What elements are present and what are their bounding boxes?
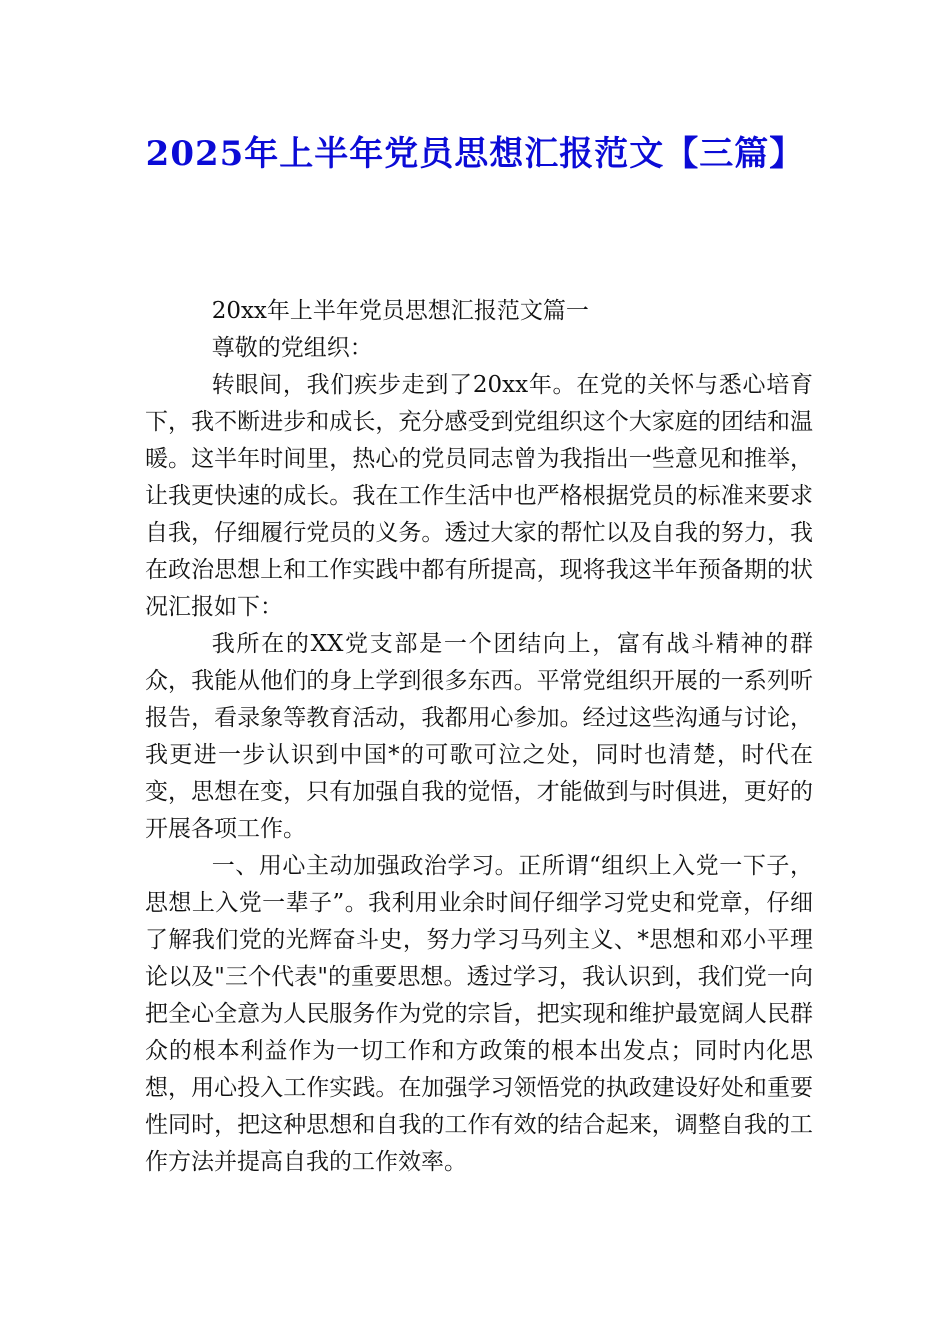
- document-body: [145, 293, 813, 1181]
- body-paragraph: 我所在的XX党支部是一个团结向上，富有战斗精神的群众，我能从他们的身上学到很多东西。平常党组织开展的一系列听报告，看录象等教育活动，我都用心参加。经过这些沟通与讨论，我更进一步认识到中国*的可歌可泣之处，同时也清楚，时代在变，思想在变，只有加强自我的觉悟，才能做到与时俱进，更好的开展各项工作。: [145, 631, 813, 842]
- section-heading: 20xx年上半年党员思想汇报范文篇一: [211, 298, 589, 324]
- document-title: 2025年上半年党员思想汇报范文【三篇】: [145, 134, 805, 174]
- body-paragraph: 一、用心主动加强政治学习。正所谓“组织上入党一下子，思想上入党一辈子”。我利用业余时间仔细学习党史和党章，仔细了解我们党的光辉奋斗史，努力学习马列主义、*思想和邓小平理论以及"三个代表"的重要思想。透过学习，我认识到，我们党一向把全心全意为人民服务作为党的宗旨，把实现和维护最宽阔人民群众的根本利益作为一切工作和方政策的根本出发点；同时内化思想，用心投入工作实践。在加强学习领悟党的执政建设好处和重要性同时，把这种思想和自我的工作有效的结合起来，调整自我的工作方法并提高自我的工作效率。: [145, 853, 813, 1175]
- body-paragraph: 转眼间，我们疾步走到了20xx年。在党的关怀与悉心培育下，我不断进步和成长，充分感受到党组织这个大家庭的团结和温暖。这半年时间里，热心的党员同志曾为我指出一些意见和推举，让我更快速的成长。我在工作生活中也严格根据党员的标准来要求自我，仔细履行党员的义务。透过大家的帮忙以及自我的努力，我在政治思想上和工作实践中都有所提高，现将我这半年预备期的状况汇报如下：: [145, 372, 813, 620]
- salutation: 尊敬的党组织：: [211, 335, 373, 361]
